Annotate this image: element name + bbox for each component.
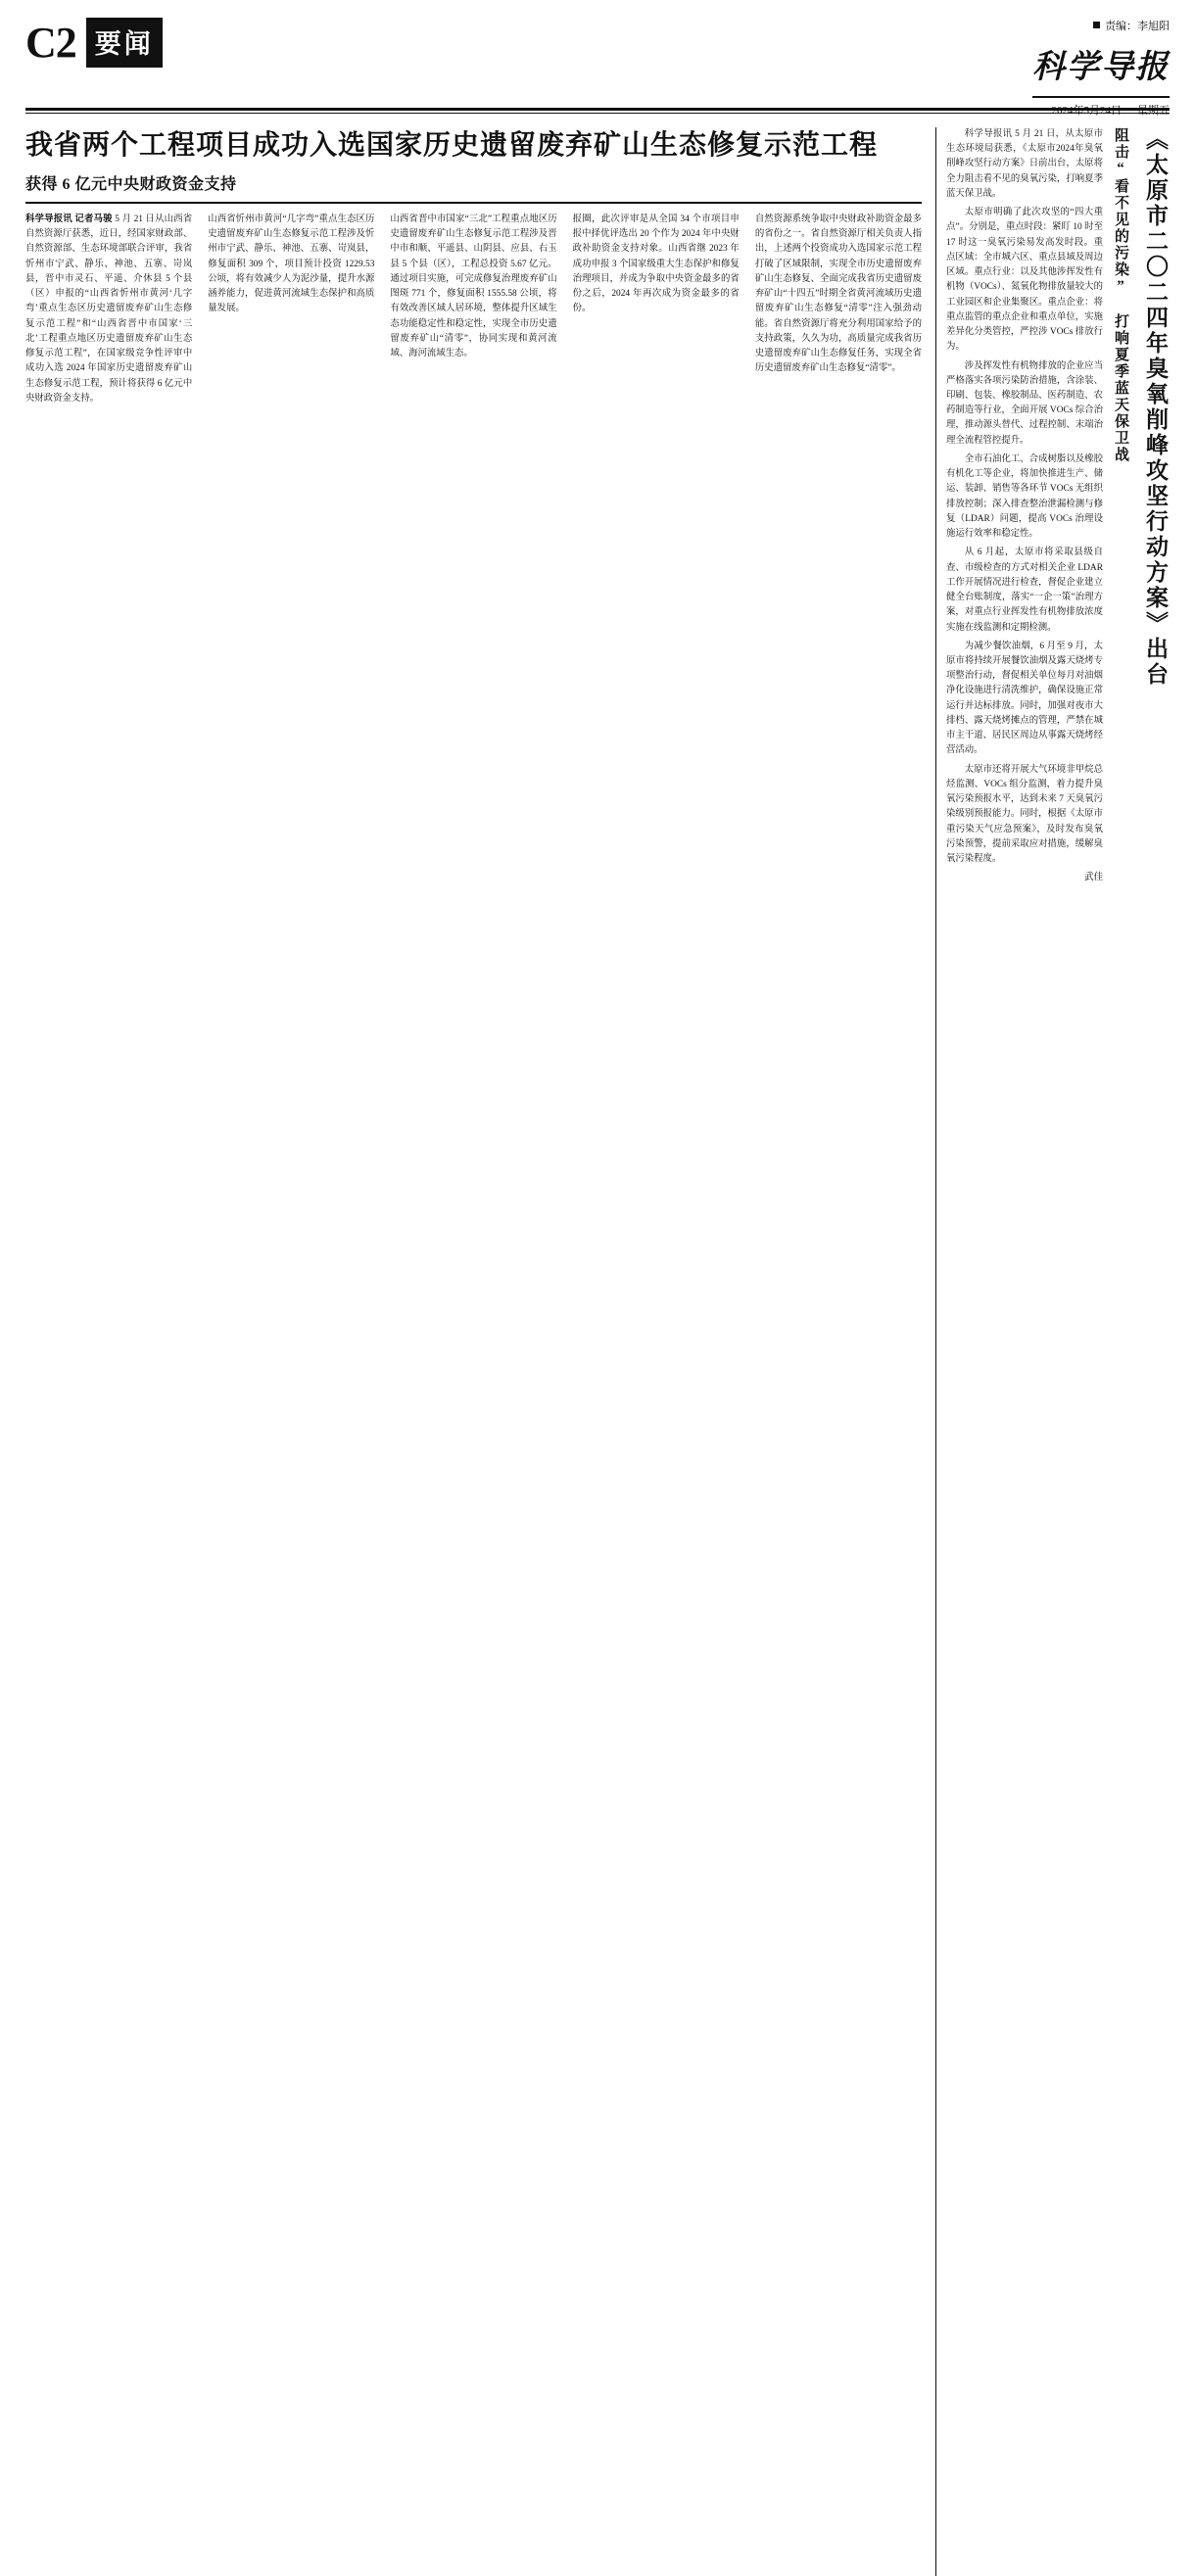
lead-byline: 科学导报讯 记者马骏 (25, 215, 113, 224)
section-label: 要闻 (86, 18, 163, 68)
vbanner-p5: 为减少餐饮油烟，6 月至 9 月，太原市将持续开展餐饮油烟及露天烧烤专项整治行动，督促相关单位每月对油烟净化设施进行清洗维护，确保设施正常运行并达标排放。同时，加强对夜市大排档、露天烧烤摊点的管理，严禁在城市主干道、居民区周边从事露天烧烤经营活动。 (946, 641, 1103, 756)
issue-date: 2024年5月24日 (1051, 104, 1122, 117)
masthead-right (1032, 18, 1170, 119)
vbanner-p6: 太原市还将开展大气环境非甲烷总烃监测、VOCs 组分监测，着力提升臭氧污染预报水平，达到未来 7 天臭氧污染级别预报能力。同时，根据《太原市重污染天气应急预案》，及时发布臭氧污染预警，提前采取应对措施，缓解臭氧污染程度。 (946, 764, 1103, 865)
masthead (25, 18, 1170, 117)
vbanner-subtitle: 阻击“看不见的污染” 打响夏季蓝天保卫战 (1112, 127, 1128, 463)
vertical-banner (935, 127, 1170, 2576)
vbanner-p3: 全市石油化工、合成树脂以及橡胶有机化工等企业，将加快推进生产、储运、装卸、销售等各环节 VOCs 无组织排放控制；深入排查整治泄漏检测与修复（LDAR）问题，提高 VOCs 治理设施运行效率和稳定性。 (946, 453, 1103, 540)
lead-col-4: 报圈，此次评审是从全国 34 个市项目申报中择优评选出 20 个作为 2024 年中央财政补助资金支持对象。山西省继 2023 年成功申报 3 个国家级重大生态保护和修复治理项目，并成为争取中央资金最多的省份之后，2024 年再次成为资金最多的省份。 (572, 215, 740, 314)
lead-headline: 我省两个工程项目成功入选国家历史遗留废弃矿山生态修复示范工程 (25, 128, 879, 161)
lead-divider (25, 202, 922, 204)
newspaper-page (0, 18, 1195, 1707)
paper-logo: 科学导报 (1032, 39, 1170, 98)
lead-col-3: 山西省晋中市国家“三北”工程重点地区历史遗留废弃矿山生态修复示范工程涉及晋中市和顺、平遥县、山阴县、应县、右玉县 5 个县（区），工程总投资 5.67 亿元。通过项目实施，可完成修复治理废弃矿山图斑 771 个，修复面积 1555.58 公顷，将有效改善区域人居环境，整体提升区域生态功能稳定性和稳定性，实现全市历史遗留废弃矿山“清零”，协同实现和黄河流域、海河流域生态。 (390, 215, 557, 359)
vbanner-p1: 太原市明确了此次攻坚的“四大重点”。分别是，重点时段：紧盯 10 时至 17 时这一臭氧污染易发高发时段。重点区域：全市城六区、重点县域及周边区域。重点行业：以及其他涉挥发性有机物（VOCs）、氮氧化物排放量较大的工业园区和企业集聚区。重点企业：将重点监管的重点企业和重点单位，实施差异化分类管控，严控涉 VOCs 排放行为。 (946, 208, 1103, 353)
lead-columns (25, 213, 922, 406)
vbanner-byline: 科学导报讯 5 月 21 日，从太原市生态环境局获悉，《太原市2024年臭氧削峰攻坚行动方案》日前出台，太原将全力阻击看不见的臭氧污染，打响夏季蓝天保卫战。 (946, 129, 1103, 199)
lead-section (25, 127, 1170, 2576)
editor-line (1032, 18, 1170, 36)
vbanner-sign: 武佳 (1084, 873, 1103, 883)
lead-col-5: 自然资源系统争取中央财政补助资金最多的省份之一。省自然资源厅相关负责人指出，上述两个投资成功入选国家示范工程打破了区域限制，实现全市历史遗留废弃矿山生态修复、全面完成我省历史遗留废弃矿山“十四五”时期全省黄河流域历史遗留废弃矿山生态修复“清零”注入强劲动能。省自然资源厅将充分利用国家给予的支持政策，久久为功，高质量完成我省历史遗留废弃矿山生态修复任务，实现全省历史遗留废弃矿山生态修复“清零”。 (754, 215, 923, 374)
masthead-rule (25, 108, 1170, 111)
vbanner-p4: 从 6 月起，太原市将采取县级自查、市级检查的方式对相关企业 LDAR 工作开展情况进行检查，督促企业建立健全台账制度，落实“一企一策”治理方案，对重点行业挥发性有机物排放浓度实施在线监测和定期检测。 (946, 548, 1103, 633)
lead-col-2: 山西省忻州市黄河“几字弯”重点生态区历史遗留废弃矿山生态修复示范工程涉及忻州市宁武、静乐、神池、五寨、岢岚县，修复面积 309 个，项目预计投资 1229.53 公顷，将有效减少人为泥沙量，提升水源涵养能力，促进黄河流域生态保护和高质量发展。 (208, 215, 375, 314)
lead-subhead: 获得 6 亿元中央财政资金支持 (25, 176, 237, 193)
masthead-left (25, 18, 163, 68)
vbanner-body (946, 127, 1103, 2576)
lead-story (25, 127, 922, 2576)
editor-text: 责编：李旭阳 (1105, 21, 1170, 32)
lead-col-1 (25, 213, 192, 406)
issue-weekday: 星期五 (1137, 104, 1170, 117)
masthead-meta (1032, 102, 1170, 120)
lead-col1-text: 5 月 21 日从山西省自然资源厅获悉，近日，经国家财政部、自然资源部、生态环境部联合评审，我省忻州市宁武、静乐、神池、五寨、岢岚县，晋中市灵石、平遥、介休县 5 个县（区）申报的“山西省忻州市黄河‘几字弯’重点生态区历史遗留废弃矿山生态修复示范工程”和“山西省晋中市国家‘三北’工程重点地区历史遗留废弃矿山生态修复示范工程”，在国家级竞争性评审中成功入选 2024 年国家历史遗留废弃矿山生态修复示范工程，预计将获得 6 亿元中央财政资金支持。 (25, 215, 193, 404)
bullet-icon (1093, 22, 1100, 28)
vbanner-p2: 涉及挥发性有机物排放的企业应当严格落实各项污染防治措施，含涂装、印刷、包装、橡胶制品、医药制造、农药制造等行业，全面开展 VOCs 综合治理，推动源头替代、过程控制、末端治理全流程管控提升。 (946, 360, 1103, 446)
page-number: C2 (25, 19, 76, 67)
masthead-rule-thin (25, 113, 1170, 114)
vbanner-title: 《太原市二〇二四年臭氧削峰攻坚行动方案》出台 (1142, 127, 1168, 688)
